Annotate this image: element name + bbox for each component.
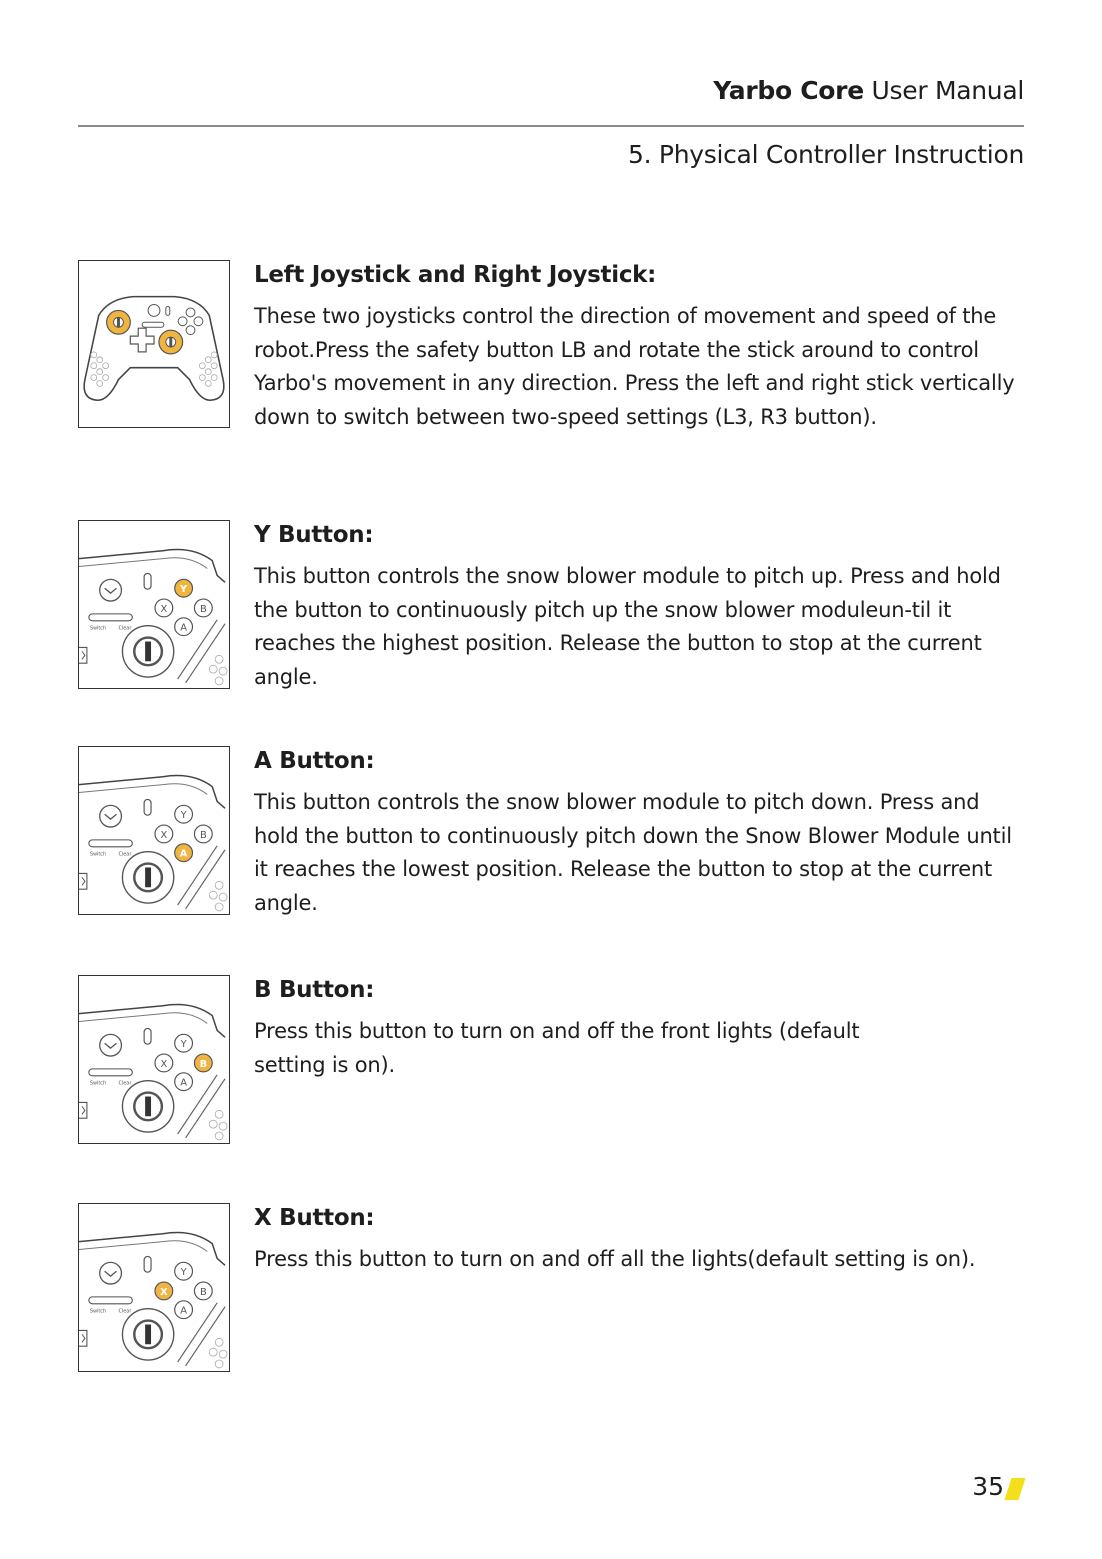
b-label: B [199,603,207,615]
y-label: Y [180,1039,187,1051]
chapter-title: 5. Physical Controller Instruction [628,140,1024,169]
page-accent-mark [1004,1478,1025,1500]
switch-label: Switch [89,1308,107,1315]
section-title: A Button: [254,748,375,774]
controller-closeup-a-illustration [78,746,230,915]
a-label: A [180,1305,187,1317]
section-body: This button controls the snow blower module to pitch up. Press and hold the button to continuously pitch up the snow blower moduleun-til it reaches the highest position. Release the button to stop at the current angle. [254,564,1001,689]
x-label: X [160,1058,168,1070]
switch-label: Switch [89,625,107,632]
controller-closeup-x-illustration [78,1203,230,1372]
section-body: These two joysticks control the direction of movement and speed of the robot.Press the safety button LB and rotate the stick around to control Yarbo's movement in any direction. Press the left and right stick vertically down to switch between two-speed settings (L3, R3 button). [254,304,1015,429]
b-label: B [199,1058,208,1070]
section-a-button-text [254,746,1024,920]
section-title: X Button: [254,1205,375,1231]
controller-full-illustration [78,260,230,428]
header-divider [78,125,1024,127]
a-label: A [179,848,188,860]
x-label: X [160,1286,168,1298]
section-body: Press this button to turn on and off all the lights(default setting is on). [254,1247,976,1271]
clear-label: Clear [118,1308,132,1315]
a-label: A [180,1077,187,1089]
section-body: Press this button to turn on and off the front lights (default setting is on). [254,1019,860,1077]
controller-closeup-b-illustration [78,975,230,1144]
controller-closeup-y-illustration [78,520,230,689]
clear-label: Clear [118,625,132,632]
switch-label: Switch [89,1080,107,1087]
manual-brand-title [713,76,1024,105]
section-title: Y Button: [254,522,374,548]
section-title: Left Joystick and Right Joystick: [254,262,657,288]
x-label: X [160,603,168,615]
section-title: B Button: [254,977,375,1003]
clear-label: Clear [118,1080,132,1087]
section-b-button-text [254,975,1024,1082]
clear-label: Clear [118,851,132,858]
y-label: Y [180,810,187,822]
x-label: X [160,829,168,841]
switch-label: Switch [89,851,107,858]
section-y-button-text [254,520,1024,694]
section-body: This button controls the snow blower module to pitch down. Press and hold the button to continuously pitch down the Snow Blower Module until it reaches the lowest position. Release the button to stop at the current angle. [254,790,1012,915]
brand-suffix: User Manual [863,76,1024,105]
y-label: Y [180,1267,187,1279]
brand-name: Yarbo Core [713,76,864,105]
b-label: B [199,1286,207,1298]
y-label: Y [180,584,188,596]
page-number: 35 [972,1472,1004,1501]
b-label: B [199,829,207,841]
section-x-button-text [254,1203,1024,1277]
a-label: A [180,622,187,634]
section-joysticks-text [254,260,1024,434]
